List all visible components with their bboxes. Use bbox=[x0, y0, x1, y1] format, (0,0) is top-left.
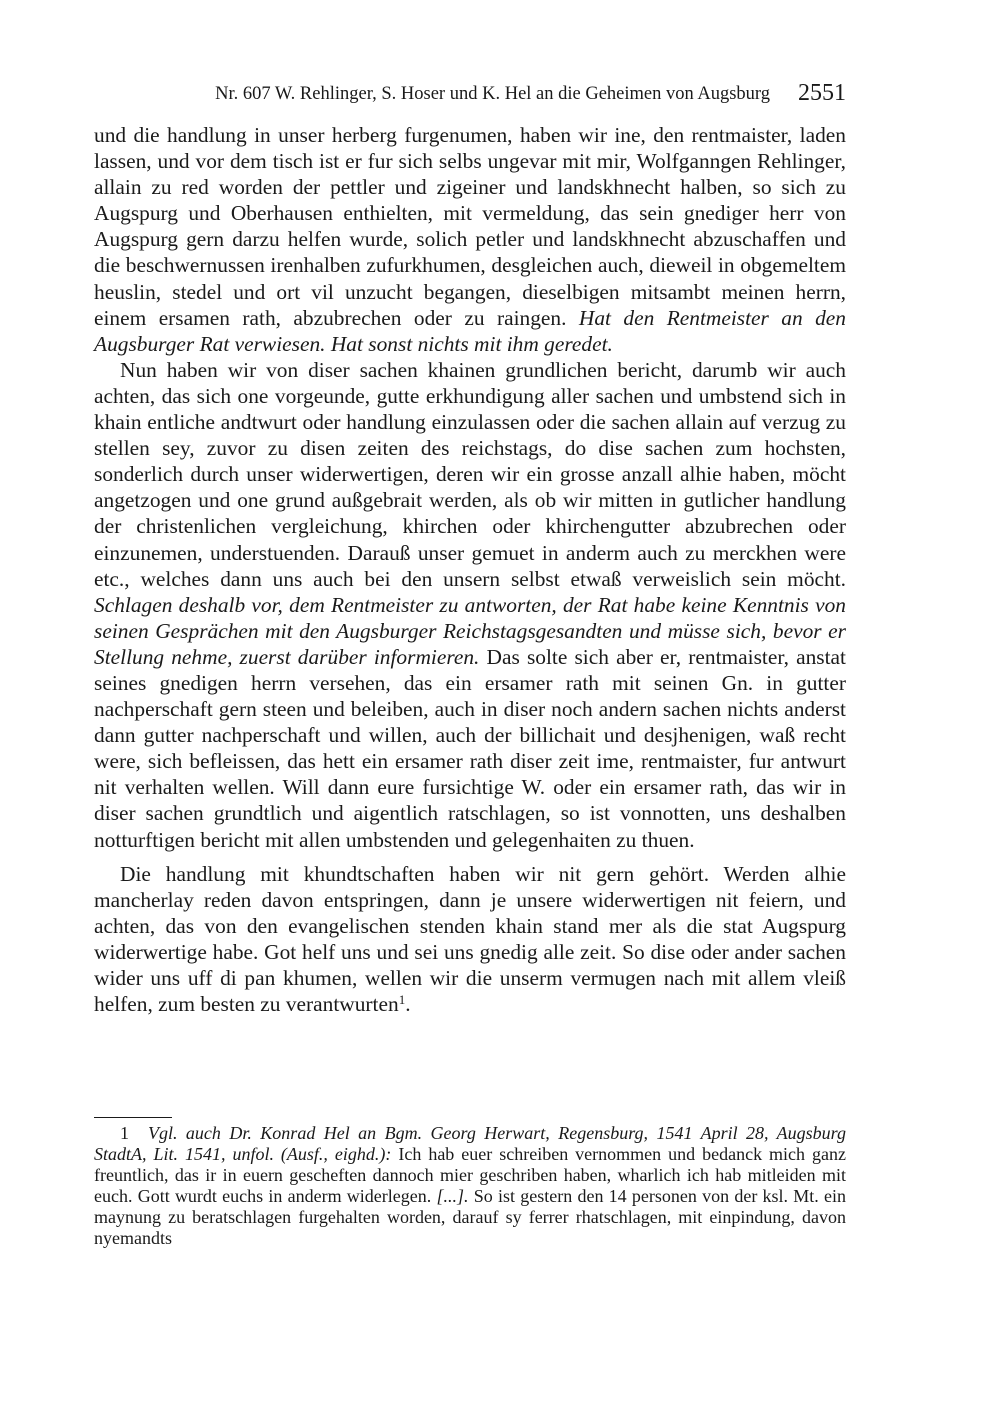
editorial-summary: Schlagen deshalb vor, dem Rentmeister zu antworten, der Rat habe keine Kenntnis von seinen Gesprächen mit den Augsburger Reichstagsgesandten und müsse sich, bevor er Stellung nehme, zuerst darüber informieren. bbox=[94, 592, 846, 669]
paragraph-text: Die handlung mit khundtschaften haben wir nit gern gehört. Werden alhie mancherlay reden davon entspringen, dann je unsere widerwertigen nit feiern, und achten, das von den evangelischen stenden khain stand mer als die stat Augspurg widerwertige habe. Got helf uns und sei uns gnedig alle zeit. So dise oder ander sachen wider uns uff di pan khumen, wellen wir die unserm vermugen nach mit allem vleiß helfen, zum besten zu verantwurten bbox=[94, 861, 846, 1017]
footnote-1 bbox=[94, 1123, 846, 1248]
page-number: 2551 bbox=[798, 80, 846, 106]
running-title: Nr. 607 W. Rehlinger, S. Hoser und K. Hel an die Geheimen von Augsburg bbox=[215, 84, 770, 104]
paragraph-text: Das solte sich aber er, rentmaister, anstat seines gnedigen herrn versehen, das ein ersamer rath mit seinen Gn. in gutter nachperschaft gern steen und beleiben, auch in diser noch andern sachen nichts anderst dann gutter nachperschaft und willen, auch der billichait und desjhenigen, waß recht were, sich befleissen, das hett ein ersamer rath diser zeit ime, rentmaister, fur antwurt nit verhalten wellen. Will dann eure fursichtige W. oder ein ersamer rath, das wir in diser sachen grundtlich und aigentlich ratschlagen, so ist vonnotten, uns deshalben notturftigen bericht mit allen umbstenden und gelegenhaiten zu thuen. bbox=[94, 644, 846, 852]
footnote-ellipsis: [...]. bbox=[436, 1185, 469, 1206]
paragraph-text: Nun haben wir von diser sachen khainen grundlichen bericht, darumb wir auch achten, das sich one vorgeunde, gutte erkhundigung aller sachen und umbstend sich in khain entliche andtwurt oder handlung einzulassen oder die sachen allain auf verzug zu stellen sey, zuvor zu disen zeiten des reichstags, do dise sachen zum hochsten, sonderlich durch unser widerwertigen, deren wir ein grosse anzall alhie haben, möcht angetzogen und one grund außgebrait werden, als ob wir mitten in gutlicher handlung der christenlichen vergleichung, khirchen oder khirchengutter abzubrechen oder einzunemen, understuenden. Darauß unser gemuet in anderm auch zu merckhen were etc., welches dann uns auch bei den unsern selbst etwaß verweislich sein möcht. bbox=[94, 357, 846, 591]
footnote-separator bbox=[94, 1117, 172, 1118]
paragraph-1 bbox=[94, 122, 846, 357]
paragraph-3 bbox=[94, 861, 846, 1018]
page-header bbox=[94, 80, 846, 108]
paragraph-text: . bbox=[405, 992, 411, 1017]
main-text bbox=[94, 122, 846, 1017]
editorial-summary: Hat den Rentmeister an den Augsburger Rat verwiesen. Hat sonst nichts mit ihm geredet. bbox=[94, 305, 846, 356]
paragraph-text: und die handlung in unser herberg furgenumen, haben wir ine, den rentmaister, laden lassen, und vor dem tisch ist er fur sich selbs ungevar mit mir, Wolfganngen Rehlinger, allain zu red worden der pettler und zigeiner und landskhnecht halben, so sich zu Augspurg und Oberhausen enthielten, mit vermeldung, das sein gnediger herr von Augspurg gern darzu helfen wurde, solich petler und landskhnecht abzuschaffen und die beschwernussen irenhalben zufurkhumen, desgleichen auch, dieweil in obgemeltem heuslin, stedel und ort vil unzucht begangen, dieselbigen mitsambt meinen herrn, einem ersamen rath, abzubrechen oder zu raingen. bbox=[94, 123, 846, 330]
footnote-number: 1 bbox=[120, 1123, 129, 1143]
footnote-text: So ist gestern den 14 personen von der ksl. Mt. ein maynung zu beratschlagen furgehalten worden, darauf sy ferrer rhatschlagen, mit einpindung, davon nyemandts bbox=[94, 1185, 847, 1248]
paragraph-2 bbox=[94, 357, 846, 853]
footnote-reference: 1 bbox=[398, 992, 406, 1008]
footnote-text: Ich hab euer schreiben vernommen und bedanck mich ganz freuntlich, das ir in euern gescheften dannoch mier geschriben haben, wharlich ich hab mitleiden mit euch. Gott wurdt euchs in anderm widerlegen. bbox=[94, 1143, 846, 1206]
footnote-source: Vgl. auch Dr. Konrad Hel an Bgm. Georg Herwart, Regensburg, 1541 April 28, Augsburg StadtA, Lit. 1541, unfol. (Ausf., eighd.): bbox=[94, 1123, 846, 1164]
